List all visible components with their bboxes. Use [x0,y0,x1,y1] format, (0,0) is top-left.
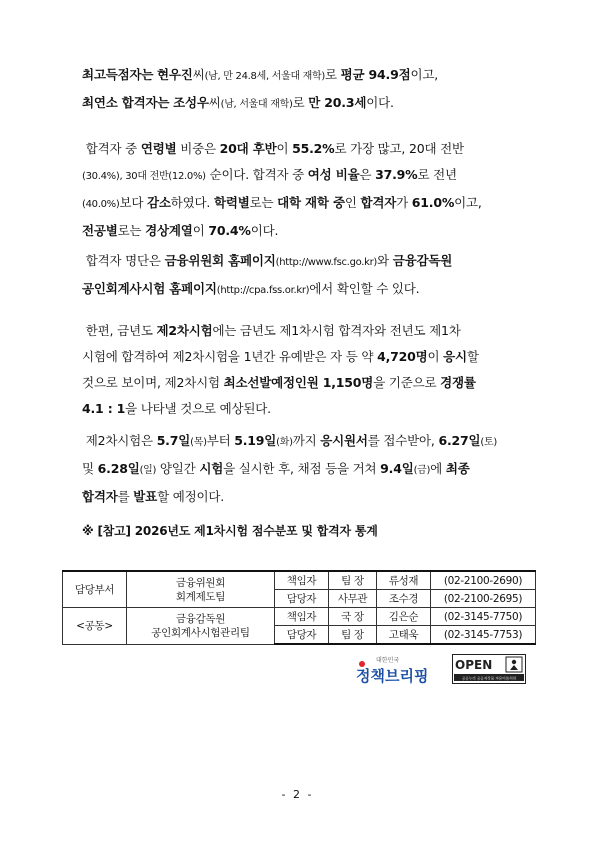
title-cell: 국 장 [329,608,377,626]
fss-url: (http://cpa.fss.or.kr) [216,285,310,296]
page-number: - 2 - [281,788,314,801]
text-bold: 평균 94.9점 [340,67,411,82]
text-small: (남, 만 24.8세, 서울대 재학) [204,71,325,82]
name-cell: 김은순 [377,608,431,626]
table-row [63,608,536,626]
contact-table [62,570,536,645]
kogl-open-logo [452,654,526,684]
logo-main-text: 정책브리핑 [356,667,429,685]
title-cell: 팀 장 [329,626,377,645]
paragraph-demographics: 합격자 중 연령별 비중은 20대 후반이 55.2%로 가장 많고, 20대 전반 (30.4%), 30대 전반(12.0%) 순이다. 합격자 중 여성 비율은 37.9%로 전년 (40.0%)보다 감소하였다. 학력별로는 대학 재학 중인 합격자가 61.0%이고, 전공별로는 경상계열이 70.4%이다. [82,141,482,238]
role-cell: 책임자 [275,608,329,626]
phone-cell: (02-3145-7753) [431,626,536,645]
name-cell: 조수경 [377,590,431,608]
text-bold: 최고득점자는 [82,67,154,82]
role-cell: 담당자 [275,626,329,645]
text-small: (남, 서울대 재학) [220,99,293,110]
person-icon [512,660,516,664]
phone-cell: (02-3145-7750) [431,608,536,626]
logo-small-text: 대한민국 [376,657,400,664]
title-cell: 팀 장 [329,571,377,590]
text-bold: 최연소 합격자는 [82,95,170,110]
phone-cell: (02-2100-2695) [431,590,536,608]
paragraph-result-list: 합격자 명단은 금융위원회 홈페이지(http://www.fsc.go.kr)와 금융감독원 공인회계사시험 홈페이지(http://cpa.fss.or.kr)에서 확인할 수 있다. [82,253,453,296]
text-bold: 현우진 [157,67,193,82]
dept1-cell: 금융위원회 회계제도팀 [127,571,275,608]
text-bold: 조성우 [173,95,209,110]
table-row [63,571,536,590]
phone-cell: (02-2100-2690) [431,571,536,590]
dept2-cell: 금융감독원 공인회계사시험관리팀 [127,608,275,645]
paragraph-top-scorer: 최고득점자는 현우진씨(남, 만 24.8세, 서울대 재학)로 평균 94.9점이고, 최연소 합격자는 조성우씨(남, 서울대 재학)로 만 20.3세이다. [82,67,439,110]
logo-dot-icon [359,661,365,667]
reference-heading: ※ [참고] 2026년도 제1차시험 점수분포 및 합격자 통계 [82,524,378,538]
open-text: OPEN [455,658,493,672]
paragraph-second-exam: 한편, 금년도 제2차시험에는 금년도 제1차시험 합격자와 전년도 제1차 시험에 합격하여 제2차시험을 1년간 유예받은 자 등 약 4,720명이 응시할 것으로 보이며, 제2차시험 최소선발예정인원 1,150명을 기준으로 경쟁률 4.1 : 1을 나타낼 것으로 예상된다. [82,323,479,416]
dept-header-cell: 담당부서 [63,571,127,608]
title-cell: 사무관 [329,590,377,608]
role-cell: 담당자 [275,590,329,608]
joint-cell: <공동> [63,608,127,645]
text-bold: 만 20.3세 [308,95,367,110]
name-cell: 고태욱 [377,626,431,645]
open-subtext: 공공누리 공공저작물 자유이용허락 [461,676,517,681]
fsc-url: (http://www.fsc.go.kr) [275,257,378,268]
policy-briefing-logo [356,654,432,686]
paragraph-schedule: 제2차시험은 5.7일(목)부터 5.19일(화)까지 응시원서를 접수받아, 6.27일(토) 및 6.28일(일) 양일간 시험을 실시한 후, 채점 등을 거쳐 9.4일(금)에 최종 합격자를 발표할 예정이다. [82,433,497,504]
role-cell: 책임자 [275,571,329,590]
name-cell: 류성재 [377,571,431,590]
